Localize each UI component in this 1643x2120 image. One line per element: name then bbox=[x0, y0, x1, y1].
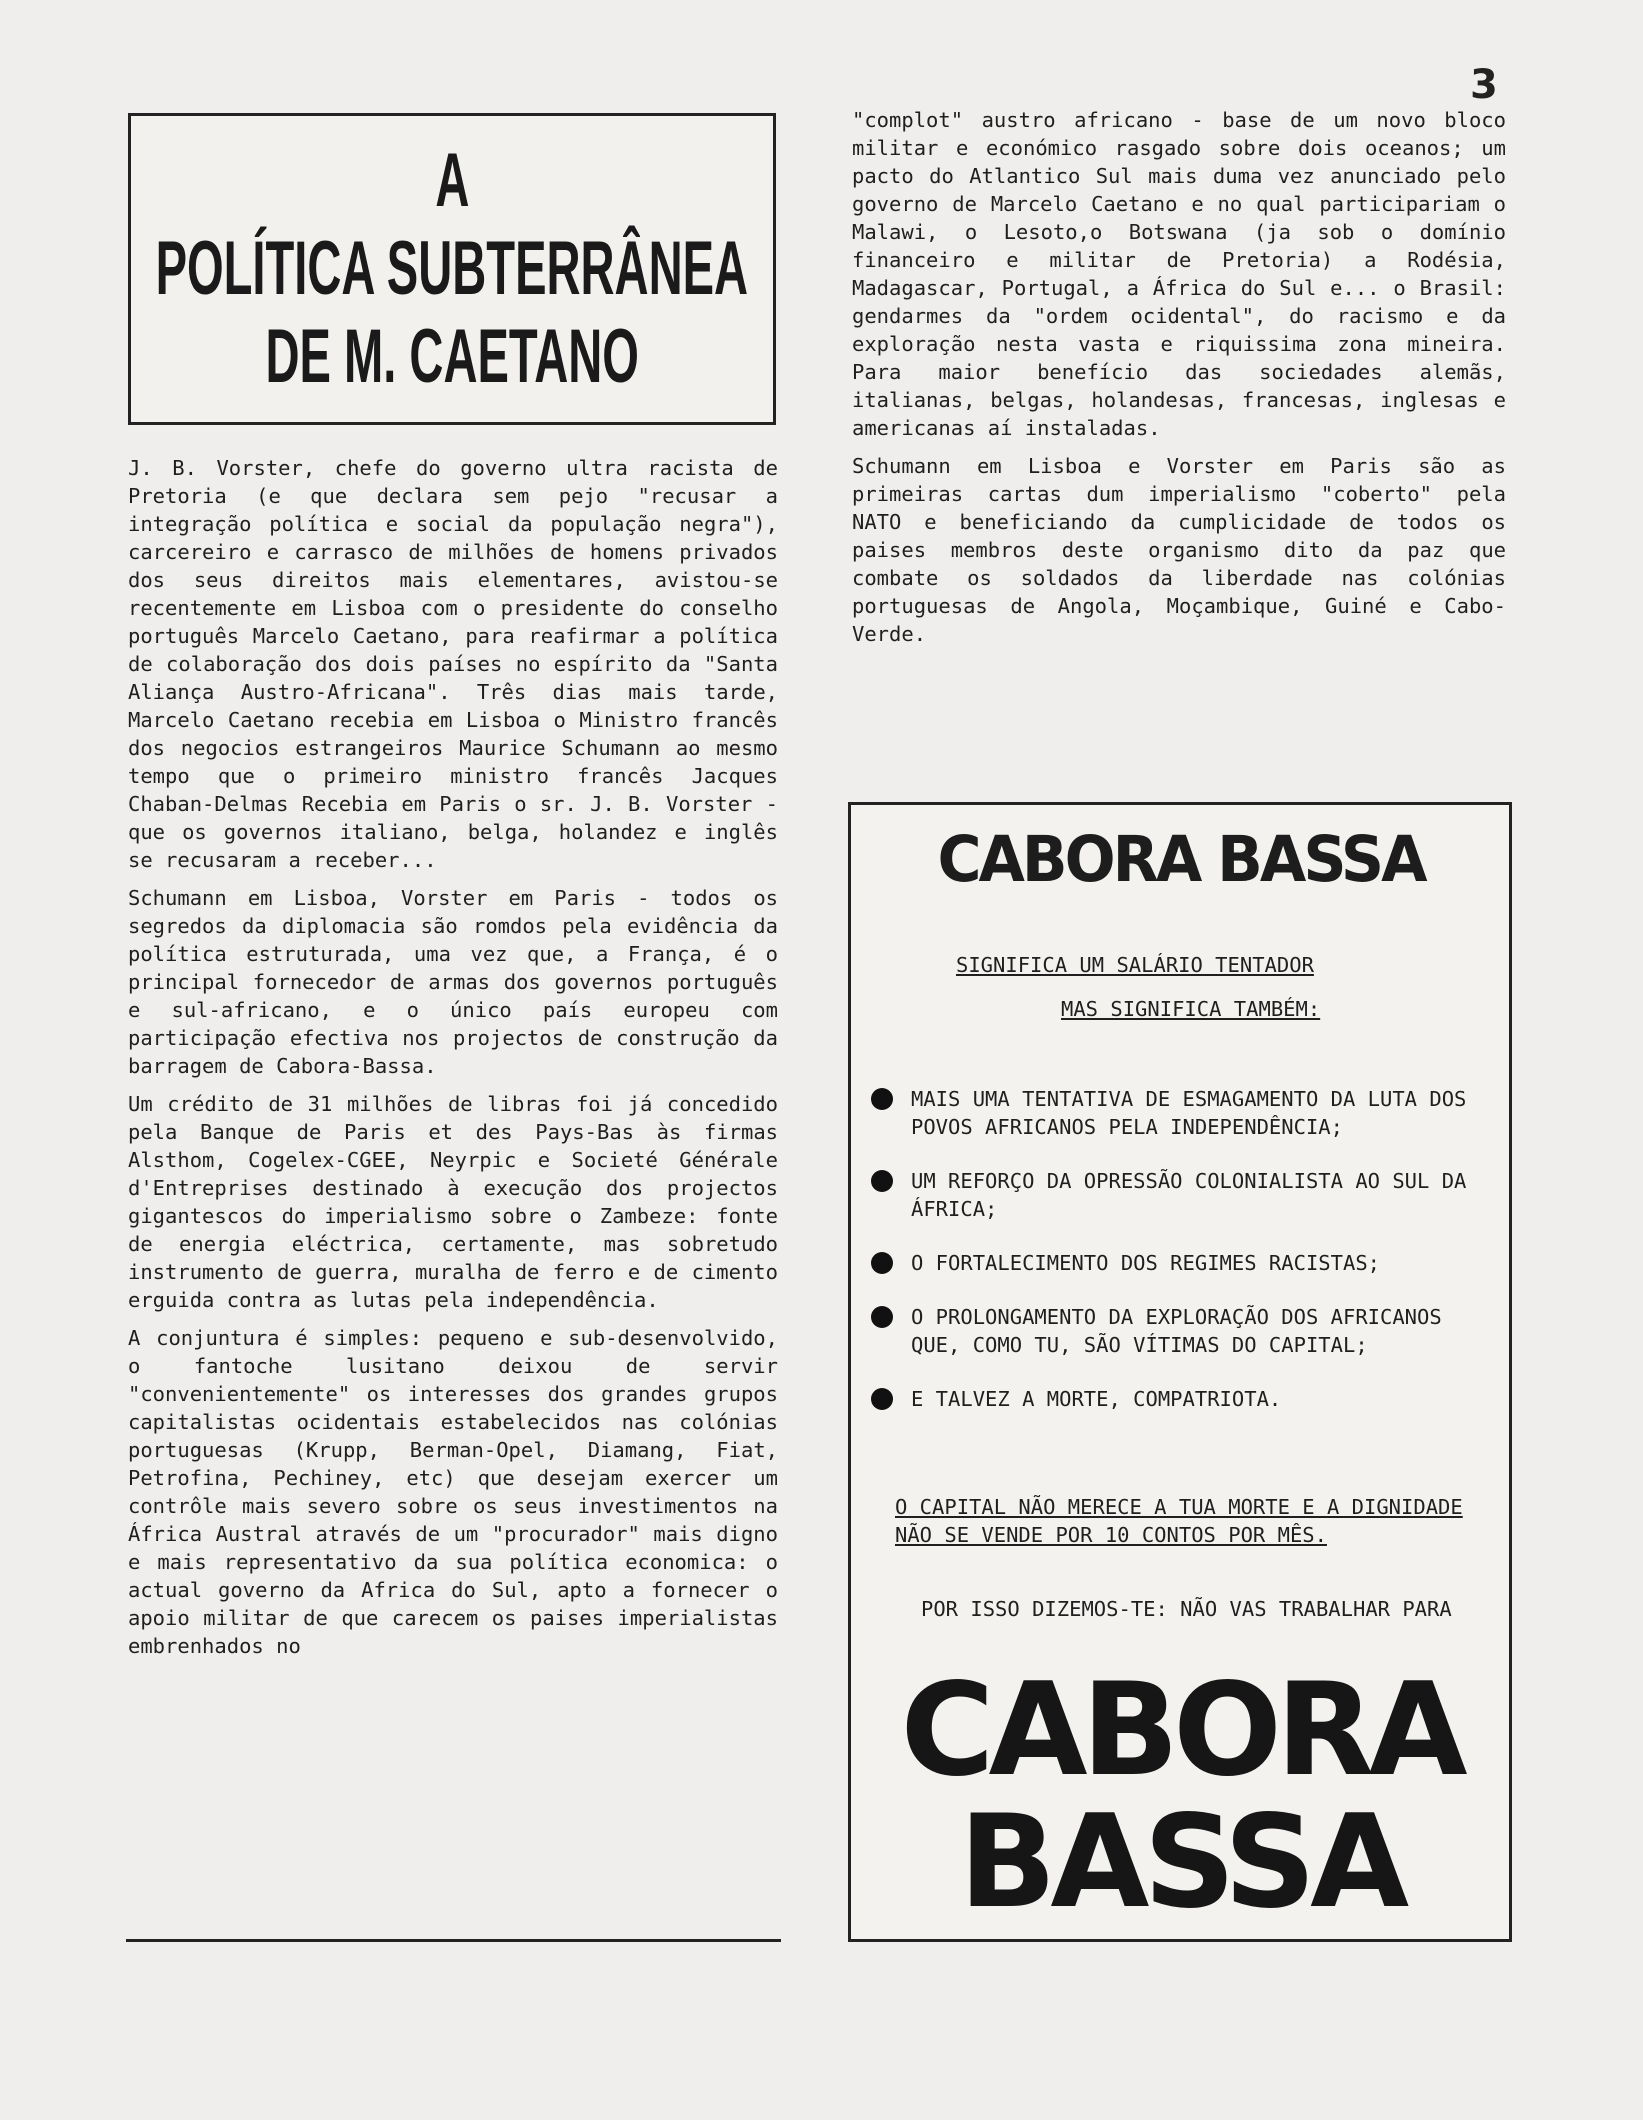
list-item: O FORTALECIMENTO DOS REGIMES RACISTAS; bbox=[871, 1249, 1491, 1277]
cabora-bassa-box bbox=[848, 802, 1512, 1942]
por-isso-statement: POR ISSO DIZEMOS-TE: NÃO VAS TRABALHAR PARA bbox=[921, 1597, 1452, 1621]
headline-line-2: POLÍTICA SUBTERRÂNEA bbox=[155, 226, 749, 311]
bullet-dot-icon bbox=[871, 1306, 893, 1328]
left-paragraph-1: J. B. Vorster, chefe do governo ultra racista de Pretoria (e que declara sem pejo "recusar a integração política e social da população negra"), carcereiro e carrasco de milhões de homens privados dos seus direitos mais elementares, avistou-se recentemente em Lisboa com o presidente do conselho português Marcelo Caetano, para reafirmar a política de colaboração dos dois países no espírito da "Santa Aliança Austro-Africana". Três dias mais tarde, Marcelo Caetano recebia em Lisboa o Ministro francês dos negocios estrangeiros Maurice Schumann ao mesmo tempo que o primeiro ministro francês Jacques Chaban-Delmas Recebia em Paris o sr. J. B. Vorster - que os governos italiano, belga, holandez e inglês se recusaram a receber... bbox=[128, 456, 778, 872]
logo-large-line-2: BASSA bbox=[958, 1788, 1404, 1937]
bullet-dot-icon bbox=[871, 1088, 893, 1110]
right-paragraph-2: Schumann em Lisboa e Vorster em Paris são as primeiras cartas dum imperialismo "coberto" pela NATO e beneficiando da cumplicidade de todos os paises membros deste organismo dito da paz que combate os soldados da liberdade nas colónias portuguesas de Angola, Moçambique, Guiné e Cabo-Verde. bbox=[852, 454, 1506, 646]
cabora-bassa-logo-large bbox=[871, 1656, 1491, 1937]
bullet-dot-icon bbox=[871, 1170, 893, 1192]
headline-box bbox=[128, 113, 776, 425]
left-column bbox=[128, 454, 778, 1670]
left-paragraph-3: Um crédito de 31 milhões de libras foi já concedido pela Banque de Paris et des Pays-Bas às firmas Alsthom, Cogelex-CGEE, Neyrpic e Societé Générale d'Entreprises destinado à execução dos projectos gigantescos do imperialismo sobre o Zambeze: fonte de energia eléctrica, certamente, mas sobretudo instrumento de guerra, muralha de ferro e de cimento erguida contra as lutas pela independência. bbox=[128, 1092, 778, 1312]
mas-heading: MAS SIGNIFICA TAMBÉM: bbox=[1061, 997, 1321, 1021]
list-item: E TALVEZ A MORTE, COMPATRIOTA. bbox=[871, 1385, 1491, 1413]
bottom-rule bbox=[126, 1939, 781, 1942]
list-item: O PROLONGAMENTO DA EXPLORAÇÃO DOS AFRICANOS QUE, COMO TU, SÃO VÍTIMAS DO CAPITAL; bbox=[871, 1303, 1491, 1359]
headline-line-1: A bbox=[434, 138, 470, 223]
right-paragraph-1: "complot" austro africano - base de um novo bloco militar e económico rasgado sobre dois oceanos; um pacto do Atlantico Sul mais duma vez anunciado pelo governo de Marcelo Caetano e no qual participariam o Malawi, o Lesoto,o Botswana (ja sob o domínio financeiro e militar de Pretoria) a Rodésia, Madagascar, Portugal, a África do Sul e... o Brasil: gendarmes da "ordem ocidental", do racismo e da exploração nesta vasta e riquissima zona mineira. Para maior benefício das sociedades alemãs, italianas, belgas, holandesas, francesas, inglesas e americanas aí instaladas. bbox=[852, 108, 1506, 440]
capital-statement: O CAPITAL NÃO MERECE A TUA MORTE E A DIGNIDADE NÃO SE VENDE POR 10 CONTOS POR MÊS. bbox=[895, 1495, 1463, 1547]
bullet-dot-icon bbox=[871, 1252, 893, 1274]
logo-large-line-1: CABORA bbox=[900, 1656, 1462, 1805]
page-number: 3 bbox=[1470, 62, 1498, 108]
right-column bbox=[852, 106, 1506, 658]
left-paragraph-2: Schumann em Lisboa, Vorster em Paris - todos os segredos da diplomacia são romdos pela evidência da política estruturada, uma vez que, a França, é o principal fornecedor de armas dos governos português e sul-africano, e o único país europeu com participação efectiva nos projectos de construção da barragem de Cabora-Bassa. bbox=[128, 886, 778, 1078]
list-item: UM REFORÇO DA OPRESSÃO COLONIALISTA AO SUL DA ÁFRICA; bbox=[871, 1167, 1491, 1223]
headline-line-3: DE M. CAETANO bbox=[265, 314, 639, 399]
bullet-list bbox=[871, 1085, 1491, 1439]
left-paragraph-4: A conjuntura é simples: pequeno e sub-desenvolvido, o fantoche lusitano deixou de servir "convenientemente" os interesses dos grandes grupos capitalistas ocidentais estabelecidos nas colónias portuguesas (Krupp, Berman-Opel, Diamang, Fiat, Petrofina, Pechiney, etc) que desejam exercer um contrôle mais severo sobre os seus investimentos na África Austral através de um "procurador" mais digno e mais representativo da sua política economica: o actual governo da Africa do Sul, apto a fornecer o apoio militar de que carecem os paises imperialistas embrenhados no bbox=[128, 1326, 778, 1658]
significa-heading: SIGNIFICA UM SALÁRIO TENTADOR bbox=[956, 953, 1314, 977]
bullet-dot-icon bbox=[871, 1388, 893, 1410]
cabora-bassa-logo-small: CABORA BASSA bbox=[937, 823, 1425, 897]
list-item: MAIS UMA TENTATIVA DE ESMAGAMENTO DA LUTA DOS POVOS AFRICANOS PELA INDEPENDÊNCIA; bbox=[871, 1085, 1491, 1141]
